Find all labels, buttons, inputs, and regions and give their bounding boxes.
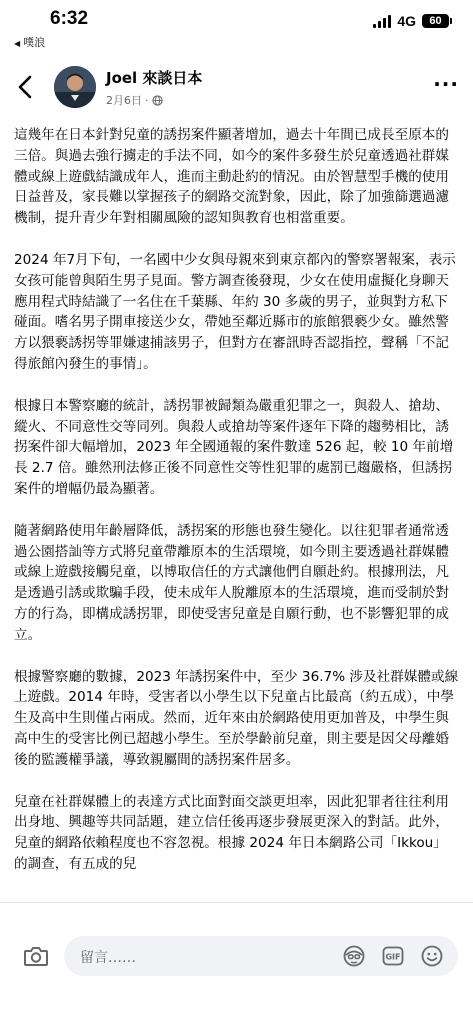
status-indicators — [373, 13, 449, 29]
status-time: 6:32 — [50, 8, 89, 29]
comment-bar — [0, 902, 473, 1024]
paragraph: 2024 年7月下旬，一名國中少女與母親來到東京都內的警察署報案，表示女孩可能曾與陌生男子見面。警方調查後發現，少女在使用虛擬化身聊天應用程式時結識了一名住在千葉縣、年約 30 多歲的男子，並與對方私下碰面。嗜名男子開車接送少女，帶她至鄰近縣市的旅館猥褻少女。雖然警方以猥褻誘拐等罪嫌逮捕該男子，但對方在審訊時否認指控，聲稱「不記得旅館內發生的事情」。 — [14, 251, 456, 372]
gif-icon[interactable] — [381, 944, 405, 968]
back-app-label: 噗浪 — [23, 36, 46, 49]
post-body — [14, 125, 460, 902]
paragraph: 這幾年在日本針對兒童的誘拐案件顯著增加，過去十年間已成長至原本的三倍。與過去強行擄走的手法不同，如今的案件多發生於兒童透過社群媒體或線上遊戲結識成年人，進而主動赴約的情況。由於智慧型手機的使用日益普及，家長難以掌握孩子的網路交流對象，因此，除了加強篩選過濾機制，提升青少年對相關風險的認知與教育也相當重要。 — [14, 127, 449, 227]
post-meta — [106, 92, 163, 108]
battery-level: 60 — [429, 15, 442, 27]
comment-placeholder: 留言…… — [80, 950, 136, 966]
battery-icon — [422, 14, 449, 28]
comment-input[interactable] — [64, 936, 458, 976]
paragraph: 隨著網路使用年齡層降低，誘拐案的形態也發生變化。以往犯罪者通常透過公園搭訕等方式將兒童帶離原本的生活環境，如今則主要透過社群媒體或線上遊戲接觸兒童，以博取信任的方式讓他們自願赴約。根據刑法，凡是透過引誘或欺騙手段，使未成年人脫離原本的生活環境，進而受制於對方的行為，即構成誘拐罪，即使受害兒童是自願行動，也不影響犯罪的成立。 — [14, 522, 449, 643]
paragraph: 根據日本警察廳的統計，誘拐罪被歸類為嚴重犯罪之一，與殺人、搶劫、縱火、不同意性交等同列。與殺人或搶劫等案件逐年下降的趨勢相比，誘拐案件卻大幅增加，2023 年全國通報的案件數達 526 起，較 10 年前增長 2.7 倍。雖然刑法修正後不同意性交等性犯罪的處罰已趨嚴格，但誘拐案件的增幅仍最為顯著。 — [14, 397, 454, 497]
back-arrow-icon[interactable] — [14, 74, 38, 100]
back-triangle-icon: ◀ — [14, 39, 21, 48]
post-header — [0, 60, 473, 120]
author-name[interactable]: Joel 來談日本 — [106, 69, 203, 87]
camera-icon[interactable] — [22, 942, 50, 970]
emoji-icon[interactable] — [420, 944, 444, 968]
author-avatar[interactable] — [54, 66, 96, 108]
paragraph: 兒童在社群媒體上的表達方式比面對面交談更坦率，因此犯罪者往往利用出身地、興趣等共同話題，建立信任後再逐步發展更深入的對話。此外，兒童的網路依賴程度也不容忽視。根據 2024 年日本網路公司「Ikkou」的調查，有五成的兒 — [14, 793, 449, 872]
status-bar — [0, 0, 473, 50]
globe-icon — [152, 95, 163, 106]
svg-text:GIF: GIF — [385, 952, 401, 962]
network-type: 4G — [397, 13, 416, 29]
post-date[interactable]: 2月6日 — [106, 94, 142, 107]
meta-separator: · — [145, 93, 149, 107]
more-options-icon[interactable]: ··· — [433, 72, 459, 96]
avatar-sticker-icon[interactable] — [342, 944, 366, 968]
paragraph: 根據警察廳的數據，2023 年誘拐案件中，至少 36.7% 涉及社群媒體或線上遊戲。2014 年時，受害者以小學生以下兒童占比最高（約五成），中學生及高中生則僅占兩成。然而，近年來由於網路使用更加普及，中學生與高中生的受害比例已超越小學生。至於學齡前兒童，則主要是因父母離婚後的監護權爭議，導致親屬間的誘拐案件居多。 — [14, 668, 459, 768]
back-to-app-link[interactable] — [14, 34, 45, 50]
cellular-signal-icon — [373, 15, 391, 28]
